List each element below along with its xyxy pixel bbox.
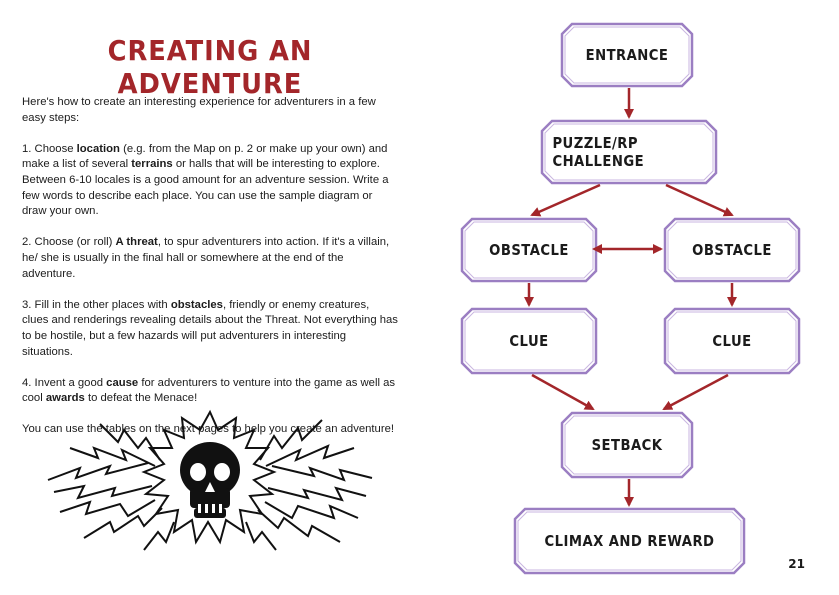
step-1-paragraph: 1. Choose location (e.g. from the Map on p. 2 or make up your own) and make a list of several terrains or halls that will be interesting to explore. Between 6-10 locales is a good amount for an adventure session. Write a few words to describe each place. You can use the sample diagram or draw your own. (22, 142, 389, 218)
arrow-challenge-to-obstacle-left (532, 185, 600, 215)
keyword-terrains: terrains (131, 158, 173, 171)
flowchart-diagram (420, 0, 839, 595)
skull-lightning-icon (40, 408, 380, 558)
page-title: CREATING AN ADVENTURE (107, 34, 313, 100)
arrow-challenge-to-obstacle-right (666, 185, 732, 215)
instructions-text (22, 95, 398, 454)
node-climax-and-reward: CLIMAX AND REWARD (544, 532, 715, 550)
intro-paragraph: Here's how to create an interesting experience for adventurers in a few easy steps: (22, 96, 376, 124)
page-number: 21 (788, 557, 805, 571)
step-3-paragraph: 3. Fill in the other places with obstacles, friendly or enemy creatures, clues and renderings revealing details about the Threat. Not everything has to be hostile, but a few hazards will put adventurers in interesting situations. (22, 298, 398, 358)
keyword-awards: awards (45, 392, 85, 405)
step-4-paragraph: 4. Invent a good cause for adventurers to venture into the game as well as cool awards to defeat the Menace! (22, 376, 396, 405)
closing-paragraph: You can use the tables on the next pages to help you create an adventure! (22, 423, 395, 436)
node-clue-left: CLUE (509, 332, 549, 350)
arrow-clue-right-to-setback (664, 375, 728, 409)
keyword-obstacles: obstacles (170, 298, 223, 311)
node-obstacle-left: OBSTACLE (489, 241, 569, 259)
node-puzzle-rp-challenge: PUZZLE/RP CHALLENGE (552, 134, 645, 170)
node-clue-right: CLUE (712, 332, 752, 350)
keyword-cause: cause (106, 376, 139, 389)
keyword-threat: A threat (115, 236, 158, 249)
keyword-location: location (76, 142, 120, 155)
node-setback: SETBACK (591, 436, 663, 454)
node-obstacle-right: OBSTACLE (692, 241, 772, 259)
arrow-clue-left-to-setback (532, 375, 593, 409)
flowchart-page (420, 0, 839, 595)
step-2-paragraph: 2. Choose (or roll) A threat, to spur adventurers into action. If it's a villain, he/ she is usually in the final hall or somewhere at the end of the adventure. (22, 236, 390, 280)
node-entrance: ENTRANCE (585, 46, 669, 64)
